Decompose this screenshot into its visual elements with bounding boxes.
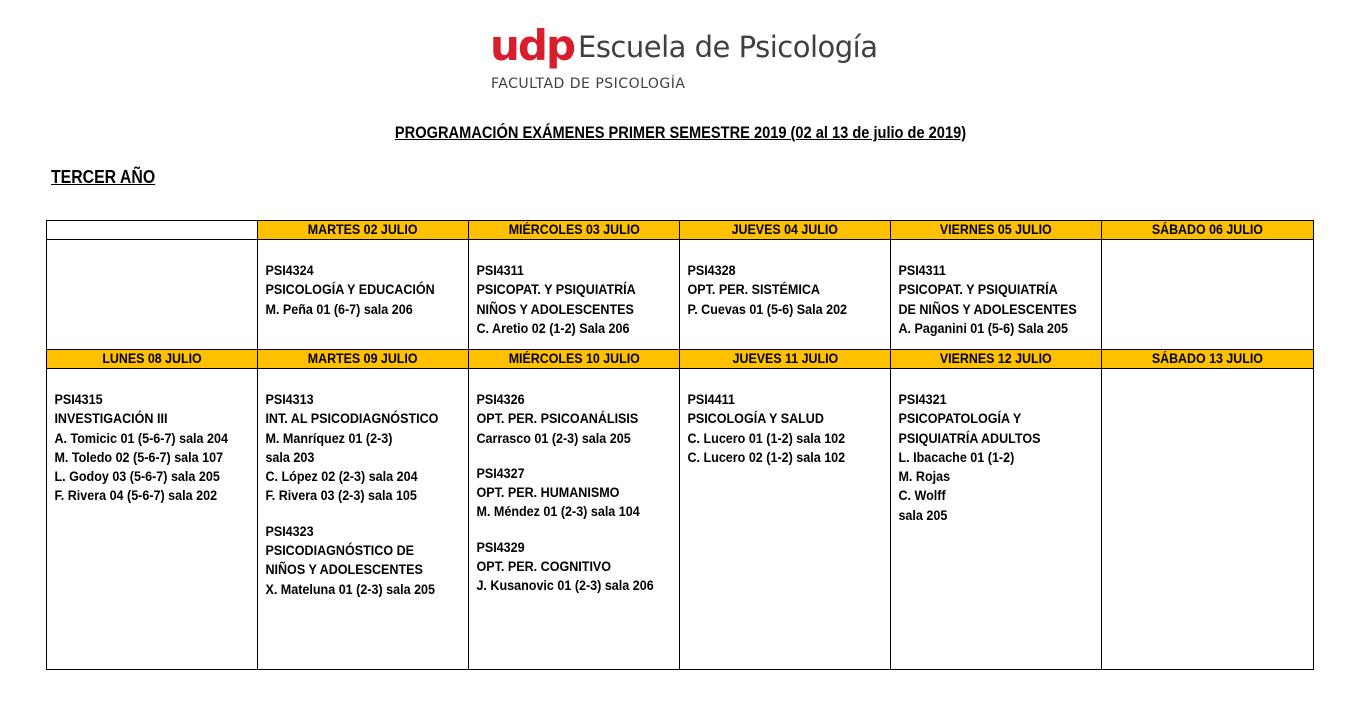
udp-logo bbox=[490, 22, 890, 97]
day-header: SÁBADO 06 JULIO bbox=[1102, 221, 1314, 240]
exam-detail: sala 205 bbox=[898, 507, 948, 523]
exam-entry bbox=[54, 390, 242, 506]
week2-exam-row bbox=[47, 369, 1314, 670]
exam-detail: sala 203 bbox=[265, 449, 315, 465]
exam-cell-content bbox=[680, 240, 875, 319]
exam-detail: M. Rojas bbox=[898, 469, 951, 485]
exam-entry bbox=[687, 261, 875, 319]
exam-detail: Carrasco 01 (2-3) sala 205 bbox=[476, 430, 631, 446]
exam-detail: M. Peña 01 (6-7) sala 206 bbox=[265, 301, 413, 317]
exam-detail: A. Tomicic 01 (5-6-7) sala 204 bbox=[54, 430, 228, 446]
exam-cell bbox=[469, 369, 680, 670]
exam-cell-content bbox=[891, 240, 1086, 338]
course-code: PSI4411 bbox=[687, 392, 735, 407]
day-header: VIERNES 05 JULIO bbox=[891, 221, 1102, 240]
week1-header-empty bbox=[47, 221, 258, 240]
day-header: LUNES 08 JULIO bbox=[47, 350, 258, 369]
exam-detail: A. Paganini 01 (5-6) Sala 205 bbox=[898, 320, 1069, 336]
exam-cell bbox=[1102, 240, 1314, 350]
course-name: OPT. PER. SISTÉMICA bbox=[687, 282, 820, 298]
exam-detail: P. Cuevas 01 (5-6) Sala 202 bbox=[687, 301, 848, 317]
exam-detail: F. Rivera 03 (2-3) sala 105 bbox=[265, 488, 417, 504]
course-code: PSI4323 bbox=[265, 523, 314, 539]
exam-detail: X. Mateluna 01 (2-3) sala 205 bbox=[265, 581, 436, 597]
exam-detail: C. Lucero 02 (1-2) sala 102 bbox=[687, 449, 846, 465]
course-code: PSI4324 bbox=[265, 263, 314, 278]
exam-detail: M. Toledo 02 (5-6-7) sala 107 bbox=[54, 449, 224, 465]
exam-cell-content bbox=[47, 369, 242, 506]
course-name: OPT. PER. COGNITIVO bbox=[476, 559, 612, 575]
exam-entry bbox=[476, 390, 664, 448]
exam-cell-content bbox=[469, 240, 664, 338]
exam-detail: C. Wolff bbox=[898, 488, 946, 504]
exam-entry bbox=[476, 261, 664, 338]
exam-cell bbox=[680, 369, 891, 670]
section-title: TERCER AÑO bbox=[51, 167, 156, 187]
course-name: INT. AL PSICODIAGNÓSTICO bbox=[265, 411, 439, 427]
logo-faculty-name: FACULTAD DE PSICOLOGÍA bbox=[491, 76, 686, 92]
course-name: PSICODIAGNÓSTICO DE bbox=[265, 543, 415, 559]
day-header: VIERNES 12 JULIO bbox=[891, 350, 1102, 369]
week1-exam-row bbox=[47, 240, 1314, 350]
course-code: PSI4329 bbox=[476, 539, 525, 555]
exam-cell bbox=[47, 369, 258, 670]
exam-entry bbox=[687, 390, 875, 467]
exam-detail: C. Lucero 01 (1-2) sala 102 bbox=[687, 430, 846, 446]
course-name: OPT. PER. PSICOANÁLISIS bbox=[476, 411, 639, 427]
exam-detail: DE NIÑOS Y ADOLESCENTES bbox=[898, 301, 1077, 317]
day-header: SÁBADO 13 JULIO bbox=[1102, 350, 1314, 369]
exam-detail: L. Ibacache 01 (1-2) bbox=[898, 449, 1015, 465]
course-code: PSI4321 bbox=[898, 392, 947, 407]
exam-cell bbox=[891, 369, 1102, 670]
exam-entry bbox=[898, 261, 1086, 338]
course-code: PSI4326 bbox=[476, 392, 525, 407]
exam-detail: J. Kusanovic 01 (2-3) sala 206 bbox=[476, 578, 654, 594]
exam-entry bbox=[476, 538, 664, 596]
course-name: INVESTIGACIÓN III bbox=[54, 411, 168, 427]
exam-schedule-table bbox=[46, 220, 1314, 670]
course-code: PSI4327 bbox=[476, 465, 525, 481]
exam-detail: C. Aretio 02 (1-2) Sala 206 bbox=[476, 320, 630, 336]
exam-entry bbox=[265, 522, 453, 599]
exam-detail: F. Rivera 04 (5-6-7) sala 202 bbox=[54, 488, 218, 504]
document-title: PROGRAMACIÓN EXÁMENES PRIMER SEMESTRE 2019 (02 al 13 de julio de 2019) bbox=[394, 123, 967, 142]
course-code: PSI4313 bbox=[265, 392, 314, 407]
exam-detail: C. López 02 (2-3) sala 204 bbox=[265, 469, 418, 485]
day-header: MIÉRCOLES 03 JULIO bbox=[469, 221, 680, 240]
exam-entry bbox=[476, 464, 664, 522]
exam-cell-content bbox=[258, 369, 453, 599]
exam-cell-content bbox=[469, 369, 664, 596]
course-code: PSI4315 bbox=[54, 392, 103, 407]
exam-cell bbox=[1102, 369, 1314, 670]
week1-header-row bbox=[47, 221, 1314, 240]
logo-school-name: Escuela de Psicología bbox=[578, 30, 878, 64]
day-header: JUEVES 04 JULIO bbox=[680, 221, 891, 240]
exam-detail: L. Godoy 03 (5-6-7) sala 205 bbox=[54, 469, 220, 485]
logo-brand: udp bbox=[490, 21, 575, 70]
day-header: MARTES 09 JULIO bbox=[258, 350, 469, 369]
course-name: PSICOPAT. Y PSIQUIATRÍA bbox=[898, 282, 1058, 298]
exam-cell-content bbox=[258, 240, 453, 319]
exam-entry bbox=[265, 390, 453, 506]
exam-detail: NIÑOS Y ADOLESCENTES bbox=[476, 301, 634, 317]
course-code: PSI4328 bbox=[687, 263, 736, 278]
week2-header-row bbox=[47, 350, 1314, 369]
exam-cell bbox=[469, 240, 680, 350]
course-code: PSI4311 bbox=[476, 263, 524, 278]
exam-cell bbox=[258, 369, 469, 670]
course-name: PSICOPAT. Y PSIQUIATRÍA bbox=[476, 282, 636, 298]
exam-cell-content bbox=[680, 369, 875, 467]
exam-cell-content bbox=[891, 369, 1086, 525]
exam-entry bbox=[265, 261, 453, 319]
day-header: MIÉRCOLES 10 JULIO bbox=[469, 350, 680, 369]
course-code: PSI4311 bbox=[898, 263, 946, 278]
course-name: OPT. PER. HUMANISMO bbox=[476, 485, 620, 501]
exam-cell-content bbox=[47, 240, 242, 261]
exam-cell bbox=[680, 240, 891, 350]
exam-cell bbox=[258, 240, 469, 350]
exam-cell bbox=[891, 240, 1102, 350]
exam-detail: M. Méndez 01 (2-3) sala 104 bbox=[476, 504, 640, 520]
day-header: MARTES 02 JULIO bbox=[258, 221, 469, 240]
exam-detail: M. Manríquez 01 (2-3) bbox=[265, 430, 393, 446]
course-name: PSICOLOGÍA Y EDUCACIÓN bbox=[265, 282, 435, 298]
day-header: JUEVES 11 JULIO bbox=[680, 350, 891, 369]
exam-entry bbox=[898, 390, 1086, 525]
exam-cell-content bbox=[1102, 369, 1298, 390]
exam-cell bbox=[47, 240, 258, 350]
course-name: PSICOLOGÍA Y SALUD bbox=[687, 411, 824, 427]
course-name: PSICOPATOLOGÍA Y bbox=[898, 411, 1022, 427]
exam-detail: NIÑOS Y ADOLESCENTES bbox=[265, 562, 423, 578]
exam-detail: PSIQUIATRÍA ADULTOS bbox=[898, 430, 1041, 446]
exam-cell-content bbox=[1102, 240, 1298, 261]
